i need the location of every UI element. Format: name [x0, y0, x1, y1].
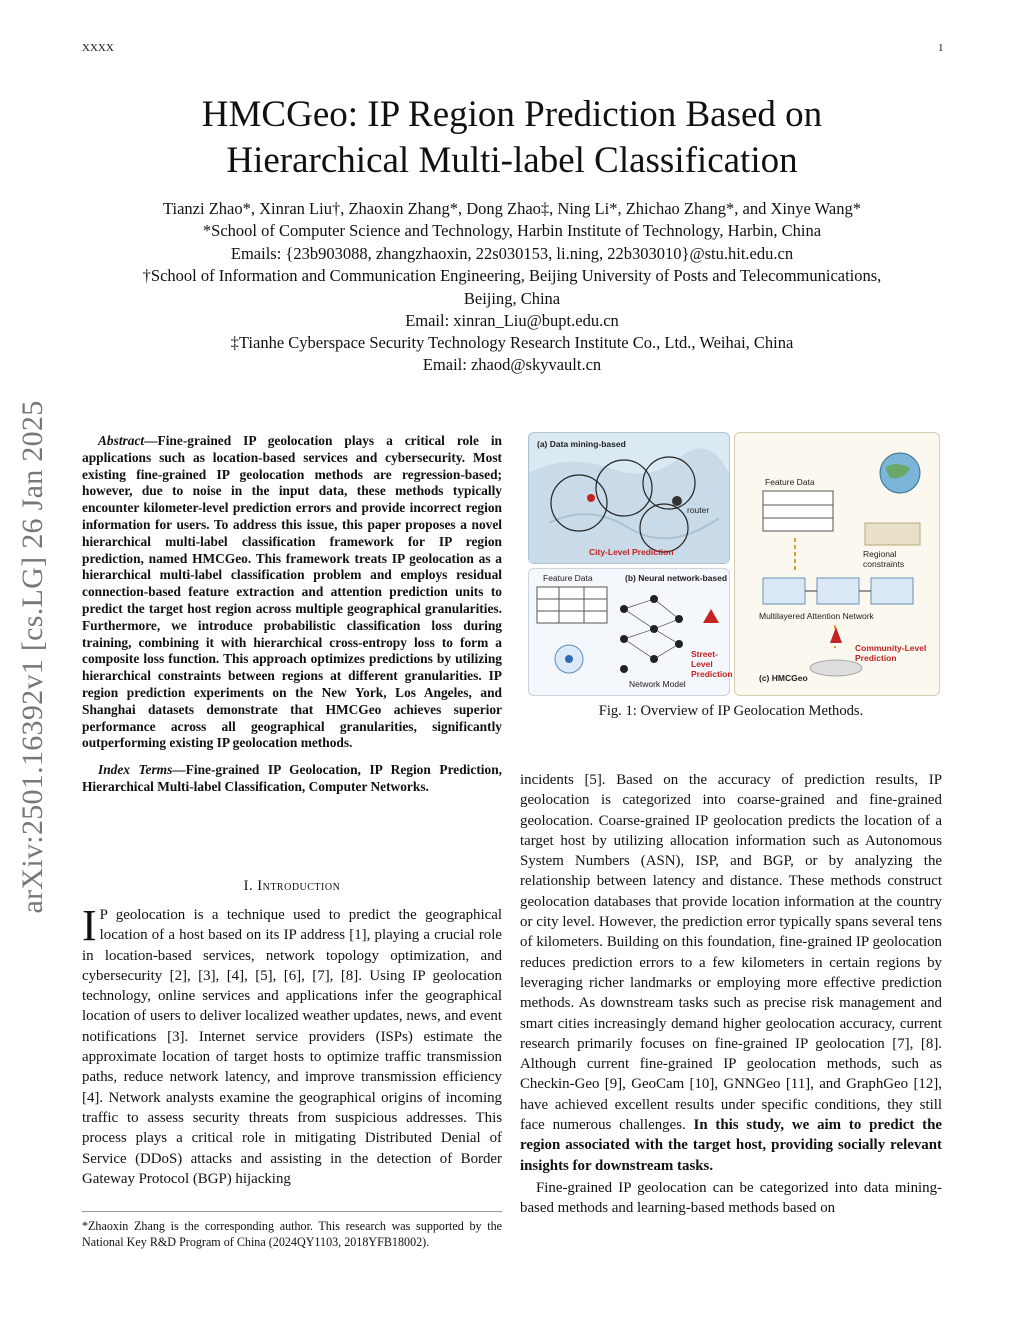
footnote-rule: [82, 1211, 502, 1212]
index-terms-label: Index Terms: [98, 762, 173, 778]
router-label: router: [687, 505, 710, 515]
figure-caption: Fig. 1: Overview of IP Geolocation Methods.: [598, 703, 864, 719]
affiliation-3: ‡Tianhe Cyberspace Security Technology Research Institute Co., Ltd., Weihai, China: [230, 333, 794, 352]
panel-b-label: (b) Neural network-based: [625, 573, 728, 583]
intro-paragraph: [82, 901, 502, 1189]
title-line-1: HMCGeo: IP Region Prediction Based on: [201, 94, 823, 135]
affiliation-1: *School of Computer Science and Technology, Harbin Institute of Technology, Harbin, China: [202, 221, 822, 240]
right-col-paragraph-1: incidents [5]. Based on the accuracy of prediction results, IP geolocation is categorized into coarse-grained and fine-grained geolocation. Coarse-grained IP geolocation predicts the location of a target host by utilizing allocation information such as Autonomous System Numbers (ASN), ISP, and BGP, or by analyzing the relationship between latency and distance. These methods construct geolocation databases that provide location information at the country or city level. However, the prediction error typically spans several tens of kilometers. Building on this foundation, fine-grained IP geolocation reduces prediction errors to a few kilometers in certain regions by leveraging richer landmarks or employing more effective prediction methods. As downstream tasks such as precise risk management and smart cities increasingly demand higher geolocation accuracy, current research primarily focuses on fine-grained IP geolocation [7], [8]. Although current fine-grained IP geolocation methods, such as Checkin-Geo [9], GeoCam [10], GNNGeo [11], and GraphGeo [12], have achieved excellent results under specific conditions, they still face numerous challenges.: [520, 772, 942, 1134]
author-list: Tianzi Zhao*, Xinran Liu†, Zhaoxin Zhang*, Dong Zhao‡, Ning Li*, Zhichao Zhang*, and Xinye Wang*: [163, 199, 861, 218]
paper-title: [0, 92, 1024, 184]
figure-1: [528, 432, 938, 694]
intro-text: P geolocation is a technique used to predict the geographical location of a host based on its IP address [1], playing a crucial role in location-based services, network topology optimization, and cybersecurity [2], [3], [4], [5], [6], [7], [8]. Using IP geolocation technology, online services and applications infer the geographical location of users to deliver localized weather updates, news, and event notifications [3]. Internet service providers (ISPs) estimate the approximate location of target hosts to optimize traffic transmission paths, reduce network latency, and improve transmission efficiency [4]. Network analysts examine the geographical origins of incoming traffic to assess security threats from suspicious addresses. This process plays a critical role in mitigating Distributed Denial of Service (DDoS) attacks and assisting in the detection of Border Gateway Protocol (BGP) hijacking: [82, 907, 502, 1187]
index-terms-text: —Fine-grained IP Geolocation, IP Region Prediction, Hierarchical Multi-label Classification, Computer Networks.: [82, 762, 502, 794]
running-header: XXXX: [82, 42, 114, 54]
section-heading: [82, 878, 502, 895]
study-aim-text: In this study, we aim to predict the region associated with the target host, providing socially relevant insights for downstream tasks.: [520, 1117, 942, 1174]
arxiv-stamp: arXiv:2501.16392v1 [cs.LG] 26 Jan 2025: [16, 400, 49, 914]
community-level-label: Community-Level Prediction: [855, 643, 927, 663]
panel-c-label: (c) HMCGeo: [759, 673, 808, 683]
panel-data-mining: [528, 432, 730, 564]
page-number: 1: [938, 42, 944, 54]
panel-hmcgeo: [734, 432, 940, 696]
street-level-label: Street-Level Prediction: [691, 649, 733, 679]
panel-neural-network: [528, 568, 733, 696]
abstract-label: Abstract: [98, 433, 145, 448]
affiliation-2-city: Beijing, China: [463, 289, 561, 308]
right-column: [520, 770, 942, 1219]
right-col-paragraph-2: Fine-grained IP geolocation can be categorized into data mining-based methods and learning-based methods based on: [520, 1179, 942, 1217]
section-title: Introduction: [257, 878, 341, 894]
abstract-text: —Fine-grained IP geolocation plays a critical role in applications such as location-based services and cybersecurity. Most existing fine-grained IP geolocation methods are regression-based; however, due to noise in the input data, these methods typically encounter kilometer-level prediction errors and provide incorrect region information for users. To address this issue, this paper proposes a novel hierarchical multi-label classification framework for IP region prediction, named HMCGeo. This framework treats IP geolocation as a hierarchical multi-label classification problem and employs residual connection-based feature extraction and attention prediction units to predict the target host region across multiple geographical granularities. Furthermore, we introduce probabilistic classification loss during training, combining it with hierarchical cross-entropy loss to form a composite loss function. This approach optimizes predictions by utilizing hierarchical constraints between regions at different granularities. IP region prediction experiments on the New York, Los Angeles, and Shanghai datasets demonstrate that HMCGeo achieves superior performance across all geographical granularities, significantly outperforming existing IP geolocation methods.: [82, 433, 502, 751]
title-line-2: Hierarchical Multi-label Classification: [226, 140, 798, 181]
email-2: Email: xinran_Liu@bupt.edu.cn: [405, 311, 619, 330]
emails-1: Emails: {23b903088, zhangzhaoxin, 22s030153, li.ning, 22b303010}@stu.hit.edu.cn: [230, 244, 794, 263]
network-model-label: Network Model: [629, 679, 686, 689]
map-illustration: [529, 433, 729, 563]
abstract: [82, 433, 502, 796]
section-number: I.: [243, 878, 254, 894]
email-3: Email: zhaod@skyvault.cn: [422, 355, 602, 374]
attention-network-label: Multilayered Attention Network: [759, 611, 874, 621]
affiliation-2: †School of Information and Communication Engineering, Beijing University of Posts and Telecommunications,: [142, 266, 882, 285]
footnote: *Zhaoxin Zhang is the corresponding author. This research was supported by the National Key R&D Program of China (2024QY1103, 2018YFB18002).: [82, 1219, 502, 1249]
feature-data-label-c: Feature Data: [765, 477, 815, 487]
regional-constraints-label: Regional constraints: [863, 549, 905, 569]
city-level-label: City-Level Prediction: [589, 547, 674, 557]
feature-data-label-b: Feature Data: [543, 573, 593, 583]
drop-cap: I: [82, 901, 97, 950]
panel-a-label: (a) Data mining-based: [537, 439, 626, 449]
